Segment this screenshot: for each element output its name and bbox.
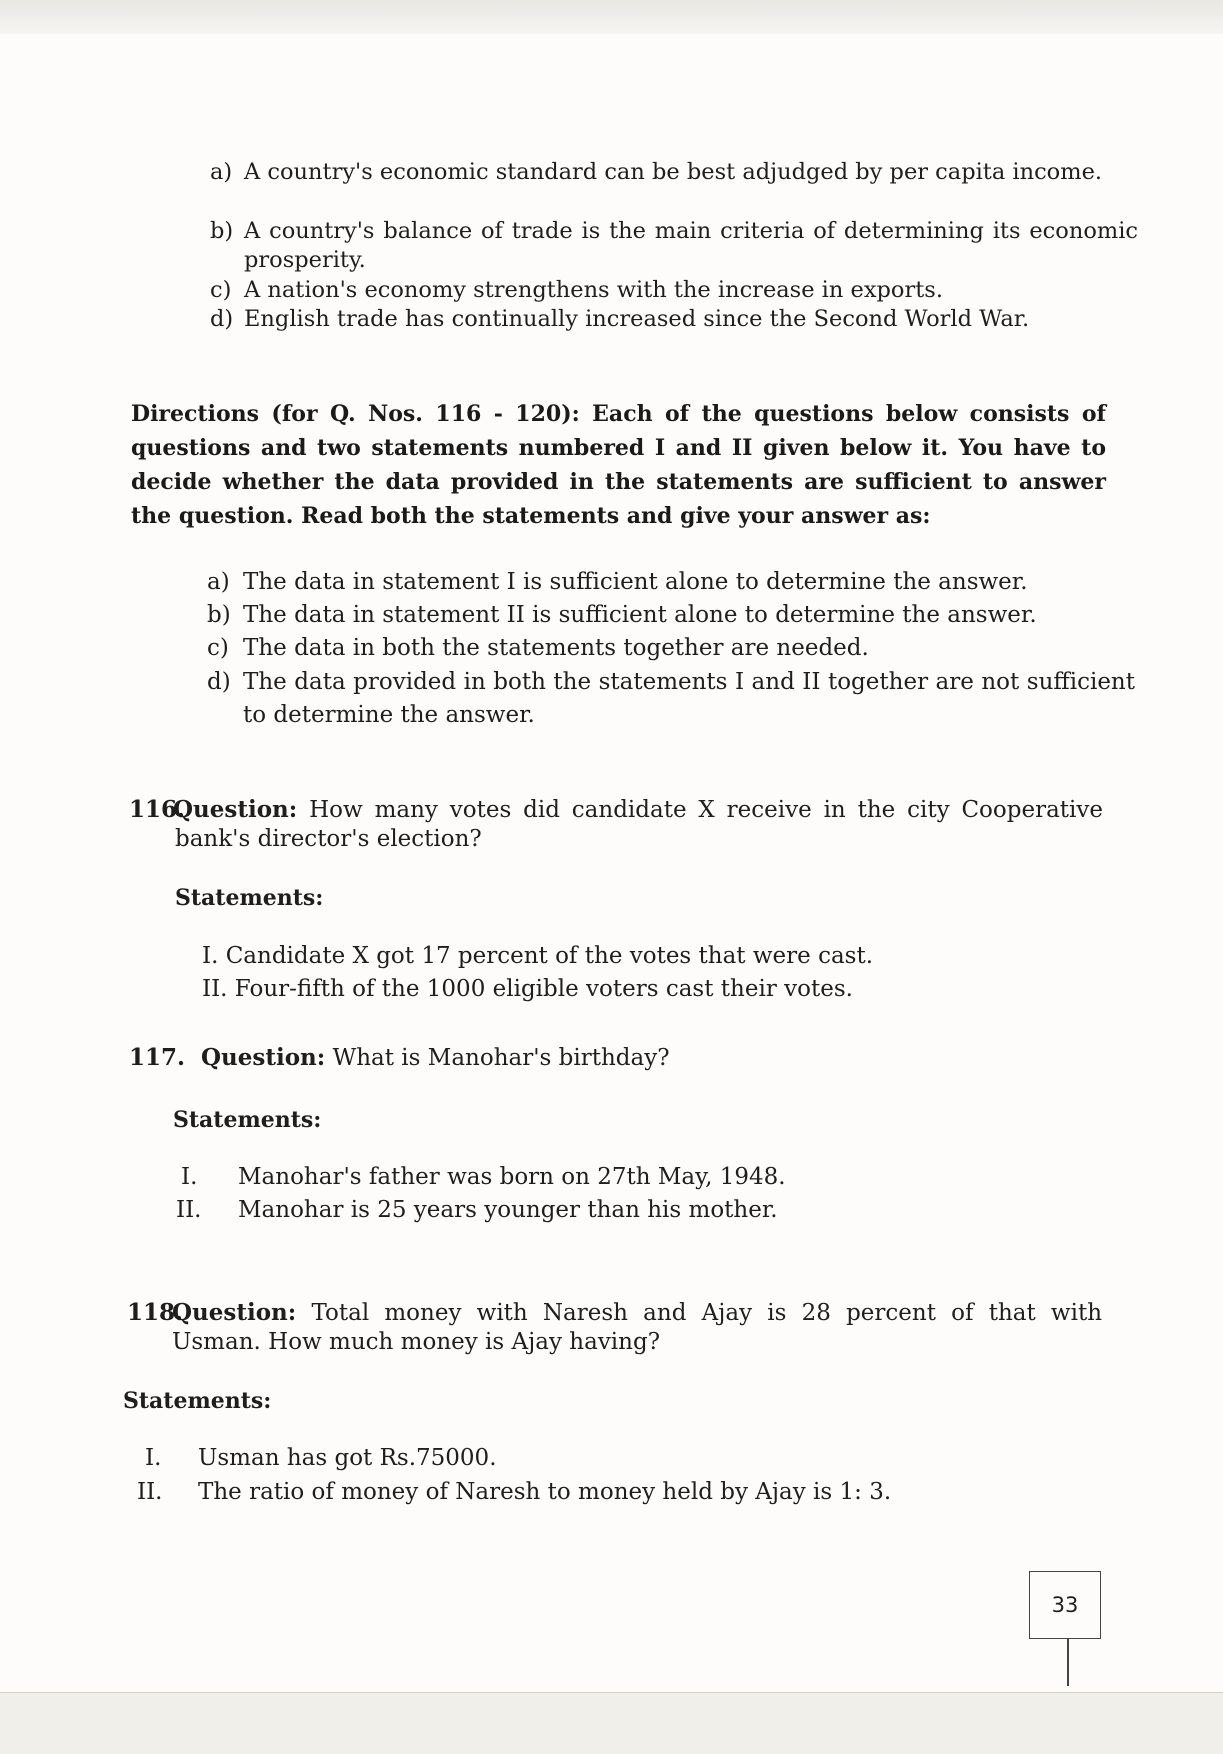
option-key: b) [210,218,234,244]
option-key: a) [207,569,230,595]
statement-number: II. [176,1197,202,1223]
scan-bottom-edge [0,1692,1223,1754]
prev-option-c [210,276,1138,305]
question-number: 118. [127,1299,184,1326]
option-text: The data in statement I is sufficient alone to determine the answer. [243,569,1028,595]
option-text: A nation's economy strengthens with the increase in exports. [244,277,943,303]
page-number: 33 [1051,1593,1079,1617]
question-text: How many votes did candidate X receive in the city Cooperative bank's director's election? [175,797,1103,852]
statement-text: Manohar's father was born on 27th May, 1948. [238,1164,786,1190]
option-text: A country's economic standard can be best adjudged by per capita income. [244,159,1103,185]
question-label: Question: [172,1299,297,1326]
option-text: English trade has continually increased since the Second World War. [244,306,1030,332]
direction-option-c [207,632,1135,665]
question-label: Question: [173,796,298,823]
direction-option-b [207,599,1135,632]
prev-option-d [210,305,1138,334]
page-number-stem [1067,1638,1069,1686]
option-key: d) [207,669,231,695]
direction-option-a [207,566,1135,599]
statement-text: The ratio of money of Naresh to money held by Ajay is 1: 3. [198,1479,892,1505]
statements-label: Statements: [173,1107,322,1133]
statement-number: II. [137,1479,163,1505]
question-number: 117. [129,1044,186,1071]
statement-text: I. Candidate X got 17 percent of the votes that were cast. [202,943,874,969]
question-116 [175,795,1103,854]
prev-option-b [210,217,1138,275]
statements-label: Statements: [123,1388,272,1414]
direction-option-d [207,666,1135,732]
statement-116-1 [202,940,873,973]
statement-116-2 [202,973,853,1006]
question-text: Total money with Naresh and Ajay is 28 percent of that with Usman. How much money is Ajay having? [172,1300,1103,1355]
option-text: The data in both the statements together are needed. [243,635,869,661]
option-key: d) [210,306,234,332]
scan-top-edge [0,0,1223,34]
page-number-box [1029,1571,1101,1639]
option-key: b) [207,602,231,628]
question-118 [172,1298,1102,1357]
statement-text: Manohar is 25 years younger than his mother. [238,1197,778,1223]
prev-option-a [210,158,1138,187]
question-text: What is Manohar's birthday? [332,1045,670,1071]
question-label: Question: [201,1044,326,1071]
directions-paragraph: Directions (for Q. Nos. 116 - 120): Each of the questions below consists of questions and two statements numbered I and II given below it. You have to decide whether the data provided in the statements are sufficient to answer the question. Read both the statements and give your answer as: [131,401,1106,529]
statement-text: Usman has got Rs.75000. [198,1445,497,1471]
statements-label: Statements: [175,885,324,911]
option-key: c) [210,277,232,303]
option-key: c) [207,635,229,661]
option-text: The data in statement II is sufficient alone to determine the answer. [243,602,1037,628]
statement-number: I. [145,1445,162,1471]
question-number: 116. [129,796,186,823]
statement-text: II. Four-fifth of the 1000 eligible voters cast their votes. [202,976,853,1002]
question-117 [201,1043,1101,1073]
statement-number: I. [181,1164,198,1190]
option-text: A country's balance of trade is the main criteria of determining its economic prosperity. [244,218,1138,273]
option-key: a) [210,159,233,185]
option-text: The data provided in both the statements I and II together are not sufficient to determine the answer. [243,669,1135,728]
